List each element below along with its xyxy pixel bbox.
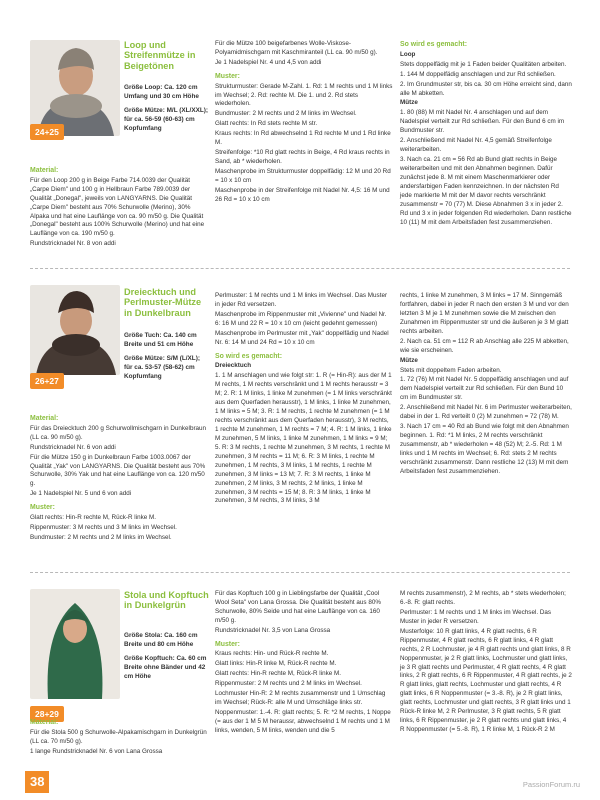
col-text: Maschenprobe im Strukturmuster doppelfädig: 12 M und 20 Rd = 10 x 10 cm	[215, 168, 391, 184]
pattern-heading: Muster:	[215, 640, 240, 648]
material-heading: Material:	[30, 415, 59, 422]
col-text: M rechts zusammenstr), 2 M rechts, ab * stets wiederholen; 6.-8. R: glatt rechts.	[400, 590, 566, 606]
pattern-text: Rippenmuster: 3 M rechts und 3 M links im Wechsel.	[30, 524, 177, 532]
col-text: Maschenprobe im Rippenmuster mit „Vivienne" und Nadel Nr. 6: 16 M und 22 R = 10 x 10 cm (leicht gedehnt gemessen)	[215, 310, 387, 327]
col2-stola	[215, 590, 393, 737]
sizes-stola	[124, 632, 210, 687]
col-text: 3. Nach ca. 21 cm = 56 Rd ab Bund glatt rechts in Beige weiterarbeiten und mit den Abnahmen beginnen. Dafür zunächst jede 8. M mit einem Maschenmarkierer oder andersfarbigen Faden kennzeichnen. In der nächsten Rd jede markierte M mit der M davor rechts verschränkt zusammenstr = 70 (77) M. Diese Abnahmen 3 x in jeder 2. Rd und 3 x in jeder folgenden Rd wiederholen. Dann restliche 10 (11) M mit dem Arbeitsfaden fest zusammenziehen.	[400, 156, 572, 226]
pattern-text: Glatt rechts: Hin-R rechte M, Rück-R linke M.	[30, 514, 156, 522]
col-text: Rundstricknadel Nr. 3,5 von Lana Grossa	[215, 626, 331, 634]
instructions-heading: So wird es gemacht:	[400, 41, 468, 48]
col-text: Maschenprobe im Perlmuster mit „Yak" doppelfädig und Nadel Nr. 6: 14 M und 24 Rd = 10 x 10 cm	[215, 329, 389, 346]
size-tuch: Größe Tuch: Ca. 140 cm Breite und 51 cm Höhe	[124, 332, 197, 348]
material-text: Für die Mütze 150 g in Dunkelbraun Farbe 1003.0067 der Qualität „Yak" von LANGYARNS. Die Qualität besteht aus 70% Schurwolle, 30% Yak und hat eine Lauflänge von ca. 120 m/50 g.	[30, 453, 206, 488]
pattern-heading: Muster:	[215, 72, 240, 80]
badge-26-27: 26+27	[30, 373, 64, 389]
col-text: 2. Anschließend mit Nadel Nr. 4,5 gemäß Streifenfolge weiterarbeiten.	[400, 137, 552, 154]
material-stola	[30, 718, 210, 758]
col-text: Bundmuster: 2 M rechts und 2 M links im Wechsel.	[215, 110, 357, 118]
pattern-text: Bundmuster: 2 M rechts und 2 M links im Wechsel.	[30, 533, 172, 541]
material-text: Je 1 Nadelspiel Nr. 5 und 6 von addi	[30, 490, 132, 498]
col-text: 1. 144 M doppelfädig anschlagen und zur Rd schließen.	[400, 70, 556, 78]
col-text: Noppenmuster: 1.-4. R: glatt rechts; 5. R: *2 M rechts, 1 Noppe (= aus der 1 M 5 M heraussr, abwechselnd 1 M rechts und 1 M links, wenden, 5 M links, wenden und die 5	[215, 709, 391, 734]
material-heading: Material:	[30, 167, 59, 174]
col-text: Perlmuster: 1 M rechts und 1 M links im Wechsel. Das Muster in jeder Rd versetzen.	[215, 292, 388, 308]
material-text: Für den Loop 200 g in Beige Farbe 714.0039 der Qualität „Carpe Diem" und 100 g in Hellbraun Farbe 789.0039 der Qualität „Donegal", jeweils von LANGYARNS. Die Qualität „Carpe Diem" besteht aus 70% Schurwolle (Merino), 30% Alpaka und hat eine Lauflänge von ca. 90 m/50 g. Die Qualität „Donegal" besteht aus 100% Schurwolle (Merino) und hat eine Lauflänge von ca. 190 m/50 g.	[30, 176, 205, 238]
col-text: Glatt links: Hin-R linke M, Rück-R rechte M.	[215, 660, 337, 668]
col-text: Kraus rechts: Hin- und Rück-R rechte M.	[215, 650, 329, 658]
material-text: Für das Dreiecktuch 200 g Schurwollmischgarn in Dunkelbraun (LL ca. 90 m/50 g).	[30, 424, 207, 441]
watermark: PassionForum.ru	[522, 780, 580, 789]
col-subheading: Dreiecktuch	[215, 362, 252, 370]
col-text: Glatt rechts: Hin-R rechte M, Rück-R linke M.	[215, 670, 341, 678]
col-text: 2. Anschließend mit Nadel Nr. 6 im Perlmuster weiterarbeiten, dabei in der 1. Rd verteilt 0 (2) M zunehmen = 72 (78) M.	[400, 404, 572, 421]
col-subheading: Mütze	[400, 356, 418, 364]
col-text: Musterfolge: 10 R glatt links, 4 R glatt rechts, 6 R Rippenmuster, 4 R glatt rechts, 6 R glatt links, 4 R glatt rechts, 2 R Lochmuster, je 4 R glatt rechts und glatt links, 8 R Noppenmuster, je 2 R glatt links, Lochmuster und glatt links, je 3 R glatt rechts und Perlmuster, 4 R glatt rechts, 4 R glatt links, 2 R glatt rechts, 6 R Rippenmuster, 4 R glatt rechts, je 2 R glatt links, glatt rechts, Lochmuster und glatt rechts, 4 R glatt links, 6 R Noppenmuster (= 3.-8. R), je 2 R glatt links, glatt rechts, Lochmuster und glatt rechts, 3 R glatt links und 1 Rück-R linke M, 2 R Perlmuster, 3 R glatt rechts, 5 R glatt links, 6 R Rippenmuster, je 2 R glatt rechts und glatt links, 4 R Noppenmuster (= 5.-8. R), 1 R linke M, 1 Rück-R 2 M	[400, 627, 572, 734]
col3-stola	[400, 590, 572, 736]
page-number: 38	[25, 771, 49, 793]
pattern-heading: Muster:	[30, 504, 55, 512]
col-text: Für die Mütze 100 beigefarbenes Wolle-Viskose-Polyamidmischgarn mit Kaschmiranteil (LL ca. 90 m/50 g).	[215, 40, 378, 56]
col-subheading: Mütze	[400, 99, 418, 107]
col-text: Maschenprobe in der Streifenfolge mit Nadel Nr. 4,5: 16 M und 26 Rd = 10 x 10 cm	[215, 186, 390, 203]
badge-28-29: 28+29	[30, 706, 64, 722]
col-text: 1. 72 (76) M mit Nadel Nr. 5 doppelfädig anschlagen und auf dem Nadelspiel verteilt zur Rd schließen. Für den Bund 10 cm im Bundmuster str.	[400, 376, 569, 402]
col-text: 2. Nach ca. 51 cm = 112 R ab Anschlag alle 225 M abketten, wie sie erscheinen.	[400, 337, 569, 354]
size-kopftuch: Größe Kopftuch: Ca. 60 cm Breite ohne Bänder und 42 cm Höhe	[124, 655, 207, 680]
col-text: 2. Im Grundmuster str, bis ca. 30 cm Höhe erreicht sind, dann alle M abketten.	[400, 80, 572, 97]
col-text: Kraus rechts: In Rd abwechselnd 1 Rd rechte M und 1 Rd linke M.	[215, 130, 391, 147]
size-muetze: Größe Mütze: S/M (L/XL); für ca. 53-57 (58-62) cm Kopfumfang	[124, 355, 200, 380]
col-text: Rippenmuster: 2 M rechts und 2 M links im Wechsel.	[215, 680, 362, 688]
col-text: Strukturmuster: Gerade M-Zahl. 1. Rd: 1 M rechts und 1 M links im Wechsel; 2. Rd: rechte M. Die 1. und 2. Rd stets wiederholen.	[215, 82, 393, 108]
col-text: Glatt rechts: In Rd stets rechte M str.	[215, 120, 318, 128]
col-text: Je 1 Nadelspiel Nr. 4 und 4,5 von addi	[215, 58, 322, 66]
size-loop-1: Größe Loop: Ca. 120 cm Umfang und 30 cm Höhe	[124, 84, 199, 100]
col-text: Streifenfolge: *10 Rd glatt rechts in Beige, 4 Rd kraus rechts in Sand, ab * wiederholen.	[215, 149, 390, 166]
photo-stola-woman	[30, 589, 120, 699]
col-text: Perlmuster: 1 M rechts und 1 M links im Wechsel. Das Muster in jeder R versetzen.	[400, 608, 552, 625]
size-stola: Größe Stola: Ca. 160 cm Breite und 80 cm Höhe	[124, 632, 198, 648]
material-text: Für die Stola 500 g Schurwolle-Alpakamischgarn in Dunkelgrün (LL ca. 70 m/50 g).	[30, 728, 207, 745]
material-text: 1 lange Rundstricknadel Nr. 6 von Lana Grossa	[30, 747, 163, 755]
badge-24-25: 24+25	[30, 124, 64, 140]
col-text: Für das Kopftuch 100 g in Lieblingsfarbe der Qualität „Cool Wool Seta" von Lana Grossa. Die Qualität besteht aus 80% Schurwolle, 80% Seide und hat eine Lauflänge von ca. 160 m/50 g.	[215, 590, 381, 624]
col-text: 3. Nach 17 cm = 40 Rd ab Bund wie folgt mit den Abnahmen beginnen. 1. Rd: *1 M links, 2 M rechts verschränkt zusammenstr, ab * wiederholen = 48 (52) M; 2.-5. Rd: 1 M links und 1 M rechts im Wechsel; 6. Rd: stets 2 M rechts verschränkt zusammenstr. Dann restliche 12 (13) M mit dem Arbeitsfaden fest zusammenziehen.	[400, 423, 569, 475]
col-subheading: Loop	[400, 50, 416, 58]
material-heading: Material:	[30, 719, 59, 726]
col-text: Stets doppelfädig mit je 1 Faden beider Qualitäten arbeiten.	[400, 60, 567, 68]
col-text: 1. 80 (88) M mit Nadel Nr. 4 anschlagen und auf dem Nadelspiel verteilt zur Rd schließen. Für den Bund 6 cm im Bundmuster str.	[400, 109, 565, 135]
title-loop: Loop und Streifenmütze in Beigetönen	[124, 40, 196, 71]
col-text: rechts, 1 linke M zunehmen, 3 M links = 17 M. Sinngemäß fortfahren, dabei in jeder R nach den ersten 3 M und vor den letzten 3 M je 1 M zunehmen sowie die M zwischen den Zunahmen im Rippenmuster str und die äußeren je 3 M glatt rechts arbeiten.	[400, 292, 569, 335]
instructions-heading: So wird es gemacht:	[215, 352, 283, 360]
col-text: Stets mit doppeltem Faden arbeiten.	[400, 366, 502, 374]
size-loop-2: Größe Mütze: M/L (XL/XXL); für ca. 56-59 (60-63) cm Kopfumfang	[124, 107, 209, 132]
col-text: 1. 1 M anschlagen und wie folgt str: 1. R (= Hin-R): aus der M 1 M rechts, 1 M rechts verschränkt und 1 M rechts herausstr = 3 M; 2. R: 1 M links, 1 linke M zunehmen (= 1 M links verschränkt aus dem Querfaden herausstr), 1 M links, 1 linke M zunehmen, 1 M links = 5 M; 3. R: 1 M rechts, 1 rechte M zunehmen (= 1 M rechts verschränkt aus dem Querfaden herausstr), 3 M rechts, 1 rechte M zunehmen, 1 M rechts = 7 M; 4. R: 1 M links, 1 linke M zunehmen, 5 M links, 1 linke M zunehmen, 1 M links = 9 M; 5. R: 3 M rechts, 1 rechte M zunehmen, 3 M rechts, 1 rechte M zunehmen, 3 M rechts = 11 M; 6. R: 3 M links, 1 rechte M zunehmen, 1 M rechts, 3 M links, 1 M rechts, 1 rechte M zunehmen, 3 M links = 13 M; 7. R: 3 M rechts, 1 linke M zunehmen, 2 M links, 3 M rechts, 2 M links, 1 linke M zunehmen, 3 M rechts = 15 M; 8. R: 3 M links, 1 linke M zunehmen, 3 M rechts, 3 M links, 3 M	[215, 372, 392, 505]
col-text: Lochmuster Hin-R: 2 M rechts zusammenstr und 1 Umschlag im Wechsel; Rück-R: alle M und Umschläge links str.	[215, 690, 386, 707]
material-text: Rundstricknadel Nr. 8 von addi	[30, 240, 116, 248]
title-stola: Stola und Kopftuch in Dunkelgrün	[124, 590, 209, 611]
title-dreiecktuch: Dreiecktuch und Perlmuster-Mütze in Dunkelbraun	[124, 287, 202, 318]
material-text: Rundstricknadel Nr. 6 von addi	[30, 443, 116, 451]
